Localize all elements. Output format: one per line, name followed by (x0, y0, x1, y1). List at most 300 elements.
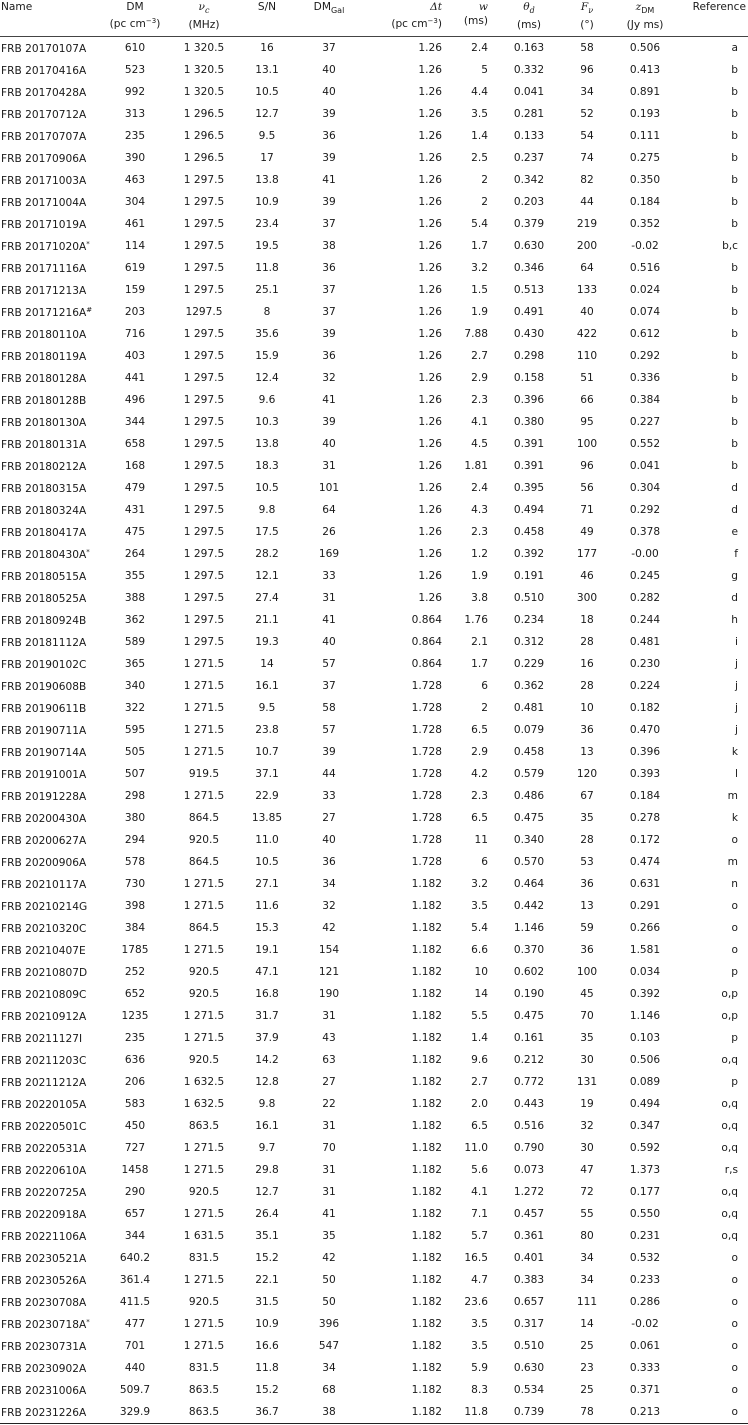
cell-f: 28 (580, 834, 594, 846)
cell-nu: 1 271.5 (183, 944, 225, 956)
table-row (0, 917, 748, 939)
cell-ref: o,q (721, 1054, 738, 1066)
cell-w: 4.4 (471, 86, 488, 98)
cell-dt: 1.182 (411, 922, 442, 934)
table-row (0, 1093, 748, 1115)
cell-nu: 919.5 (188, 768, 220, 780)
table-row (0, 1005, 748, 1027)
cell-nu: 831.5 (188, 1252, 220, 1264)
cell-sn: 10.5 (255, 86, 279, 98)
cell-sn: 13.8 (255, 174, 279, 186)
cell-theta: 0.457 (513, 1208, 545, 1220)
cell-name: FRB 20211127I (1, 1032, 83, 1045)
cell-w: 1.5 (471, 284, 488, 296)
cell-dmgal: 58 (322, 702, 336, 714)
cell-w: 3.2 (471, 262, 488, 274)
cell-sn: 16.1 (255, 1120, 279, 1132)
cell-w: 6.5 (471, 1120, 488, 1132)
table-row (0, 543, 748, 565)
cell-dmgal: 42 (322, 922, 336, 934)
cell-sn: 36.7 (255, 1406, 279, 1418)
col-w: w (ms) (463, 1, 488, 27)
cell-w: 6.5 (471, 724, 488, 736)
cell-nu: 1 297.5 (183, 284, 225, 296)
cell-nu: 920.5 (188, 1296, 220, 1308)
table-row (0, 1137, 748, 1159)
cell-z: 0.184 (629, 790, 661, 802)
col-dt: Δt (pc $cm^{-3}$) (391, 1, 442, 30)
table-row (0, 455, 748, 477)
cell-dt: 1.26 (418, 262, 442, 274)
name-footnote-mark: # (86, 305, 93, 314)
cell-z: 0.213 (629, 1406, 661, 1418)
cell-dt: 1.182 (411, 1318, 442, 1330)
cell-f: 96 (580, 460, 594, 472)
cell-theta: 0.516 (513, 1120, 545, 1132)
cell-dmgal: 31 (322, 1164, 336, 1176)
cell-f: 13 (580, 900, 594, 912)
cell-dt: 1.728 (411, 724, 442, 736)
cell-name: FRB 20170712A (1, 108, 87, 121)
cell-dt: 1.728 (411, 746, 442, 758)
cell-theta: 0.396 (513, 394, 545, 406)
cell-dm: 355 (124, 570, 146, 582)
cell-ref: b (731, 174, 738, 186)
cell-w: 4.1 (471, 416, 488, 428)
cell-name: FRB 20191228A (1, 790, 87, 803)
cell-ref: p (731, 1032, 738, 1044)
cell-dmgal: 36 (322, 856, 336, 868)
table-row (0, 609, 748, 631)
cell-name: FRB 20190611B (1, 702, 87, 715)
cell-z: 0.233 (629, 1274, 661, 1286)
cell-name: FRB 20180128B (1, 394, 87, 407)
cell-theta: 0.133 (513, 130, 545, 142)
cell-ref: o (731, 1318, 738, 1330)
cell-nu: 1 297.5 (183, 460, 225, 472)
cell-dt: 1.182 (411, 1164, 442, 1176)
cell-nu: 1 271.5 (183, 1274, 225, 1286)
cell-name: FRB 20191001A (1, 768, 87, 781)
cell-name: FRB 20230731A (1, 1340, 87, 1353)
cell-z: -0.00 (631, 548, 659, 560)
cell-dm: 114 (124, 240, 146, 252)
cell-w: 10 (474, 966, 488, 978)
cell-ref: a (731, 42, 738, 54)
cell-f: 71 (580, 504, 594, 516)
cell-theta: 0.332 (513, 64, 545, 76)
cell-dt: 1.26 (418, 196, 442, 208)
cell-dt: 1.26 (418, 548, 442, 560)
cell-z: 0.177 (629, 1186, 661, 1198)
cell-sn: 15.3 (255, 922, 279, 934)
cell-ref: o,q (721, 1208, 738, 1220)
cell-dm: 322 (124, 702, 146, 714)
cell-nu: 1 271.5 (183, 724, 225, 736)
cell-w: 3.8 (471, 592, 488, 604)
cell-sn: 22.9 (255, 790, 279, 802)
cell-ref: b (731, 86, 738, 98)
cell-w: 5.4 (471, 218, 488, 230)
cell-w: 7.88 (464, 328, 488, 340)
cell-z: 0.396 (629, 746, 661, 758)
cell-dt: 0.864 (411, 658, 442, 670)
cell-name: FRB 20190608B (1, 680, 87, 693)
cell-f: 78 (580, 1406, 594, 1418)
cell-nu: 1 297.5 (183, 372, 225, 384)
table-row (0, 719, 748, 741)
cell-name: FRB 20210214G (1, 900, 88, 913)
cell-dm: 461 (124, 218, 146, 230)
cell-name: FRB 20180515A (1, 570, 87, 583)
table-row (0, 389, 748, 411)
cell-sn: 15.9 (255, 350, 279, 362)
cell-dm: 329.9 (119, 1406, 151, 1418)
cell-sn: 26.4 (255, 1208, 279, 1220)
cell-w: 1.81 (464, 460, 488, 472)
cell-nu: 1 297.5 (183, 416, 225, 428)
cell-dmgal: 36 (322, 262, 336, 274)
cell-theta: 0.790 (513, 1142, 545, 1154)
cell-name: FRB 20230902A (1, 1362, 87, 1375)
cell-dt: 1.728 (411, 856, 442, 868)
cell-sn: 16 (260, 42, 274, 54)
cell-name: FRB 20211203C (1, 1054, 87, 1067)
table-row (0, 257, 748, 279)
cell-z: 0.378 (629, 526, 661, 538)
cell-dt: 1.26 (418, 504, 442, 516)
cell-ref: b (731, 416, 738, 428)
name-footnote-mark: * (86, 1317, 90, 1326)
cell-dm: 589 (124, 636, 146, 648)
table-row (0, 1247, 748, 1269)
cell-dm: 411.5 (119, 1296, 151, 1308)
cell-theta: 0.657 (513, 1296, 545, 1308)
cell-theta: 0.163 (513, 42, 545, 54)
table-row (0, 851, 748, 873)
cell-ref: b,c (722, 240, 738, 252)
table-row (0, 1313, 748, 1335)
cell-sn: 14 (260, 658, 274, 670)
cell-theta: 0.342 (513, 174, 545, 186)
cell-dm: 235 (124, 130, 146, 142)
cell-sn: 27.4 (255, 592, 279, 604)
cell-dm: 640.2 (119, 1252, 151, 1264)
cell-z: 0.103 (629, 1032, 661, 1044)
cell-nu: 1 271.5 (183, 1032, 225, 1044)
cell-nu: 1 271.5 (183, 1318, 225, 1330)
cell-sn: 10.5 (255, 482, 279, 494)
cell-ref: b (731, 350, 738, 362)
cell-w: 5.7 (471, 1230, 488, 1242)
cell-dmgal: 50 (322, 1274, 336, 1286)
cell-z: 0.494 (629, 1098, 661, 1110)
cell-ref: o (731, 944, 738, 956)
cell-nu: 1 632.5 (183, 1098, 225, 1110)
cell-w: 1.9 (471, 570, 488, 582)
cell-w: 1.76 (464, 614, 488, 626)
cell-dt: 1.182 (411, 1142, 442, 1154)
table-row (0, 59, 748, 81)
cell-dm: 730 (124, 878, 146, 890)
table-header (0, 0, 748, 37)
cell-nu: 863.5 (188, 1406, 220, 1418)
cell-dt: 0.864 (411, 614, 442, 626)
cell-z: 0.506 (629, 42, 661, 54)
cell-z: 0.336 (629, 372, 661, 384)
cell-name: FRB 20230708A (1, 1296, 87, 1309)
cell-dm: 496 (124, 394, 146, 406)
cell-f: 219 (576, 218, 598, 230)
table-row (0, 147, 748, 169)
cell-z: 0.392 (629, 988, 661, 1000)
cell-f: 177 (576, 548, 598, 560)
cell-f: 100 (576, 966, 598, 978)
cell-z: 0.061 (629, 1340, 661, 1352)
cell-theta: 0.298 (513, 350, 545, 362)
cell-sn: 19.5 (255, 240, 279, 252)
cell-theta: 0.340 (513, 834, 545, 846)
cell-ref: o (731, 1296, 738, 1308)
cell-dt: 1.26 (418, 130, 442, 142)
cell-f: 300 (576, 592, 598, 604)
cell-theta: 0.212 (513, 1054, 545, 1066)
col-name: Name (1, 1, 33, 13)
cell-z: 0.516 (629, 262, 661, 274)
table-row (0, 1401, 748, 1424)
table-body (0, 37, 748, 1424)
cell-z: 0.532 (629, 1252, 661, 1264)
cell-dmgal: 39 (322, 746, 336, 758)
cell-name: FRB 20230718A* (1, 1317, 90, 1331)
cell-dt: 1.182 (411, 1120, 442, 1132)
cell-name: FRB 20180212A (1, 460, 87, 473)
table-row (0, 191, 748, 213)
cell-dt: 1.26 (418, 152, 442, 164)
cell-dt: 1.182 (411, 1208, 442, 1220)
cell-dt: 1.182 (411, 944, 442, 956)
cell-theta: 0.401 (513, 1252, 545, 1264)
table-row (0, 565, 748, 587)
cell-dmgal: 63 (322, 1054, 336, 1066)
cell-ref: p (731, 1076, 738, 1088)
cell-ref: b (731, 152, 738, 164)
cell-dm: 479 (124, 482, 146, 494)
cell-sn: 10.9 (255, 1318, 279, 1330)
cell-z: 0.266 (629, 922, 661, 934)
cell-dmgal: 40 (322, 834, 336, 846)
cell-w: 2 (481, 196, 488, 208)
cell-f: 25 (580, 1340, 594, 1352)
cell-f: 34 (580, 1274, 594, 1286)
cell-w: 7.1 (471, 1208, 488, 1220)
table-row (0, 697, 748, 719)
cell-z: 0.227 (629, 416, 661, 428)
cell-f: 66 (580, 394, 594, 406)
cell-f: 45 (580, 988, 594, 1000)
table-row (0, 125, 748, 147)
cell-theta: 0.073 (513, 1164, 545, 1176)
cell-nu: 920.5 (188, 988, 220, 1000)
cell-dt: 1.26 (418, 416, 442, 428)
cell-theta: 0.442 (513, 900, 545, 912)
cell-theta: 0.739 (513, 1406, 545, 1418)
table-row (0, 477, 748, 499)
cell-name: FRB 20210912A (1, 1010, 87, 1023)
cell-z: 0.041 (629, 460, 661, 472)
cell-z: 0.347 (629, 1120, 661, 1132)
name-footnote-mark: * (86, 239, 90, 248)
cell-dmgal: 34 (322, 1362, 336, 1374)
cell-f: 80 (580, 1230, 594, 1242)
table-row (0, 675, 748, 697)
cell-w: 2.3 (471, 790, 488, 802)
cell-nu: 920.5 (188, 834, 220, 846)
cell-sn: 35.1 (255, 1230, 279, 1242)
cell-dmgal: 190 (318, 988, 340, 1000)
cell-ref: f (734, 548, 738, 560)
cell-name: FRB 20170107A (1, 42, 87, 55)
table-row (0, 1049, 748, 1071)
cell-name: FRB 20180131A (1, 438, 87, 451)
cell-sn: 11.6 (255, 900, 279, 912)
cell-dmgal: 43 (322, 1032, 336, 1044)
cell-w: 1.4 (471, 130, 488, 142)
cell-f: 82 (580, 174, 594, 186)
cell-ref: o,q (721, 1186, 738, 1198)
col-reference: Reference (692, 1, 746, 13)
cell-nu: 1 297.5 (183, 328, 225, 340)
cell-name: FRB 20180430A* (1, 547, 90, 561)
cell-dm: 398 (124, 900, 146, 912)
cell-z: 0.631 (629, 878, 661, 890)
table-row (0, 345, 748, 367)
cell-z: 0.292 (629, 350, 661, 362)
cell-dmgal: 33 (322, 790, 336, 802)
cell-dm: 168 (124, 460, 146, 472)
cell-name: FRB 20171216A# (1, 305, 93, 319)
cell-theta: 0.475 (513, 812, 545, 824)
cell-dt: 1.182 (411, 1384, 442, 1396)
cell-f: 34 (580, 86, 594, 98)
cell-sn: 15.2 (255, 1384, 279, 1396)
cell-theta: 0.041 (513, 86, 545, 98)
cell-sn: 13.8 (255, 438, 279, 450)
col-theta: $\theta_d$ (ms) (516, 1, 542, 31)
cell-w: 2.9 (471, 372, 488, 384)
cell-f: 19 (580, 1098, 594, 1110)
cell-theta: 0.190 (513, 988, 545, 1000)
cell-ref: l (735, 768, 738, 780)
cell-z: -0.02 (631, 1318, 659, 1330)
cell-dmgal: 39 (322, 416, 336, 428)
cell-z: 0.352 (629, 218, 661, 230)
cell-sn: 12.4 (255, 372, 279, 384)
cell-nu: 1 271.5 (183, 878, 225, 890)
cell-w: 5.9 (471, 1362, 488, 1374)
cell-nu: 1 632.5 (183, 1076, 225, 1088)
cell-w: 11.8 (464, 1406, 488, 1418)
cell-dm: 595 (124, 724, 146, 736)
cell-dmgal: 32 (322, 900, 336, 912)
cell-name: FRB 20171019A (1, 218, 87, 231)
cell-z: 0.172 (629, 834, 661, 846)
cell-nu: 920.5 (188, 1054, 220, 1066)
cell-f: 44 (580, 196, 594, 208)
cell-dm: 441 (124, 372, 146, 384)
cell-name: FRB 20190714A (1, 746, 87, 759)
cell-z: 0.111 (629, 130, 661, 142)
table-row (0, 741, 748, 763)
cell-z: 0.184 (629, 196, 661, 208)
cell-dmgal: 39 (322, 196, 336, 208)
cell-nu: 1 271.5 (183, 702, 225, 714)
cell-dt: 1.182 (411, 1098, 442, 1110)
cell-dmgal: 64 (322, 504, 336, 516)
cell-name: FRB 20180924B (1, 614, 87, 627)
cell-theta: 0.510 (513, 1340, 545, 1352)
cell-sn: 21.1 (255, 614, 279, 626)
cell-dmgal: 31 (322, 1120, 336, 1132)
cell-sn: 12.8 (255, 1076, 279, 1088)
cell-name: FRB 20190102C (1, 658, 87, 671)
cell-dm: 235 (124, 1032, 146, 1044)
cell-dt: 1.182 (411, 900, 442, 912)
cell-w: 6.6 (471, 944, 488, 956)
cell-dm: 463 (124, 174, 146, 186)
cell-nu: 1 297.5 (183, 504, 225, 516)
cell-f: 18 (580, 614, 594, 626)
cell-name: FRB 20170707A (1, 130, 87, 143)
table-row (0, 763, 748, 785)
cell-w: 6.5 (471, 812, 488, 824)
cell-f: 28 (580, 680, 594, 692)
cell-z: 0.024 (629, 284, 661, 296)
cell-sn: 16.1 (255, 680, 279, 692)
cell-w: 11 (474, 834, 488, 846)
cell-nu: 1 271.5 (183, 1142, 225, 1154)
cell-theta: 0.370 (513, 944, 545, 956)
cell-z: 0.230 (629, 658, 661, 670)
cell-dm: 252 (124, 966, 146, 978)
cell-dmgal: 50 (322, 1296, 336, 1308)
cell-z: 0.350 (629, 174, 661, 186)
cell-name: FRB 20220501C (1, 1120, 87, 1133)
cell-ref: k (731, 812, 738, 824)
table-row (0, 631, 748, 653)
cell-f: 47 (580, 1164, 594, 1176)
cell-theta: 0.430 (513, 328, 545, 340)
cell-z: 0.506 (629, 1054, 661, 1066)
cell-w: 11.0 (464, 1142, 488, 1154)
cell-dmgal: 38 (322, 240, 336, 252)
cell-f: 52 (580, 108, 594, 120)
cell-dt: 1.182 (411, 1296, 442, 1308)
cell-theta: 0.161 (513, 1032, 545, 1044)
cell-dmgal: 34 (322, 878, 336, 890)
cell-theta: 0.630 (513, 1362, 545, 1374)
cell-z: 1.373 (629, 1164, 661, 1176)
cell-dmgal: 57 (322, 724, 336, 736)
cell-sn: 18.3 (255, 460, 279, 472)
cell-z: 0.286 (629, 1296, 661, 1308)
cell-dm: 403 (124, 350, 146, 362)
cell-theta: 1.146 (513, 922, 545, 934)
cell-nu: 1 297.5 (183, 592, 225, 604)
cell-nu: 1297.5 (185, 306, 223, 318)
cell-dm: 1458 (121, 1164, 149, 1176)
cell-z: -0.02 (631, 240, 659, 252)
